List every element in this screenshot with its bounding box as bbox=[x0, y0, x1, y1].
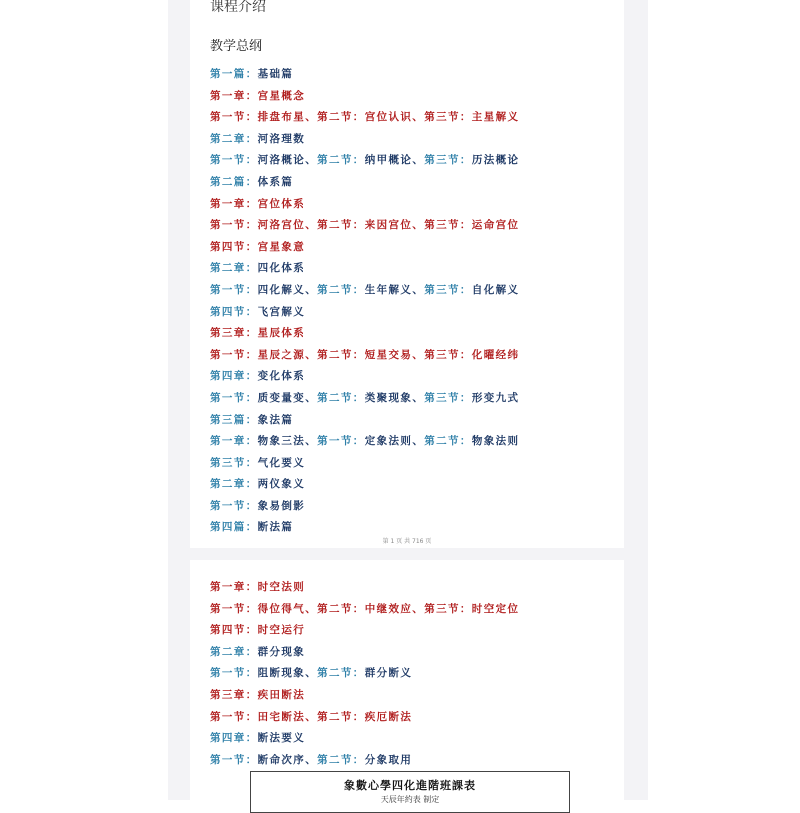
outline-line bbox=[210, 388, 519, 410]
outline-segment: 第一节： bbox=[317, 435, 365, 448]
outline-segment: 河洛概论、 bbox=[257, 154, 318, 167]
outline-segment: 第二节： bbox=[424, 435, 472, 448]
outline-segment: 河洛理数 bbox=[257, 132, 306, 145]
outline-segment: 断法篇 bbox=[257, 521, 294, 534]
outline-line bbox=[210, 728, 519, 750]
outline-segment: 第一节： bbox=[210, 499, 258, 512]
outline-segment: 第三节： bbox=[210, 456, 258, 469]
outline-segment: 第二节： bbox=[317, 391, 365, 404]
outline-line bbox=[210, 750, 519, 772]
schedule-title: 象數心學四化進階班課表 bbox=[344, 779, 476, 792]
outline-segment: 第二节： bbox=[317, 753, 365, 766]
syllabus-heading: 教学总纲 bbox=[210, 39, 263, 54]
outline-segment: 第一节： bbox=[210, 283, 258, 296]
outline-segment: 象易倒影 bbox=[257, 499, 306, 512]
outline-segment: 第二节： bbox=[317, 154, 365, 167]
outline-segment: 物象三法、 bbox=[257, 435, 318, 448]
outline-line bbox=[210, 107, 519, 129]
outline-segment: 变化体系 bbox=[257, 370, 306, 383]
outline-line bbox=[210, 410, 519, 432]
outline-segment: 第四篇： bbox=[210, 521, 258, 534]
course-intro-heading: 课程介绍 bbox=[210, 0, 266, 15]
outline-line bbox=[210, 194, 519, 216]
outline-segment: 第三节： bbox=[424, 154, 472, 167]
syllabus-list bbox=[210, 64, 519, 539]
document-page-1 bbox=[190, 0, 624, 548]
outline-segment: 断法要义 bbox=[257, 732, 306, 745]
outline-line bbox=[210, 280, 519, 302]
outline-segment: 第一节： bbox=[210, 154, 258, 167]
outline-segment: 形变九式 bbox=[471, 391, 520, 404]
outline-line bbox=[210, 663, 519, 685]
schedule-table-header bbox=[250, 771, 570, 813]
outline-segment: 生年解义、 bbox=[364, 283, 425, 296]
outline-segment: 第一章：宫位体系 bbox=[210, 197, 306, 210]
outline-segment: 第二章： bbox=[210, 645, 258, 658]
outline-segment: 质变量变、 bbox=[257, 391, 318, 404]
document-page-2 bbox=[190, 560, 624, 800]
schedule-subtitle: 天辰年約表 制定 bbox=[380, 795, 440, 804]
outline-line bbox=[210, 215, 519, 237]
outline-line bbox=[210, 302, 519, 324]
outline-segment: 四化体系 bbox=[257, 262, 306, 275]
outline-segment: 第一节：得位得气、第二节：中继效应、第三节：时空定位 bbox=[210, 602, 520, 615]
outline-segment: 体系篇 bbox=[257, 175, 294, 188]
outline-segment: 两仪象义 bbox=[257, 478, 306, 491]
outline-line bbox=[210, 474, 519, 496]
outline-line bbox=[210, 86, 519, 108]
outline-line bbox=[210, 599, 519, 621]
outline-line bbox=[210, 237, 519, 259]
outline-segment: 定象法则、 bbox=[364, 435, 425, 448]
outline-segment: 第四章： bbox=[210, 732, 258, 745]
outline-segment: 物象法则 bbox=[471, 435, 520, 448]
outline-segment: 断命次序、 bbox=[257, 753, 318, 766]
outline-segment: 第三篇： bbox=[210, 413, 258, 426]
outline-segment: 第一章： bbox=[210, 435, 258, 448]
outline-line bbox=[210, 431, 519, 453]
outline-segment: 第四节：宫星象意 bbox=[210, 240, 306, 253]
outline-segment: 第一节： bbox=[210, 667, 258, 680]
outline-segment: 第四节：时空运行 bbox=[210, 624, 306, 637]
outline-segment: 第二章： bbox=[210, 262, 258, 275]
outline-segment: 群分断义 bbox=[364, 667, 413, 680]
outline-segment: 第一节： bbox=[210, 391, 258, 404]
outline-segment: 四化解义、 bbox=[257, 283, 318, 296]
outline-segment: 象法篇 bbox=[257, 413, 294, 426]
outline-segment: 飞宫解义 bbox=[257, 305, 306, 318]
outline-line bbox=[210, 64, 519, 86]
outline-line bbox=[210, 366, 519, 388]
outline-segment: 纳甲概论、 bbox=[364, 154, 425, 167]
outline-segment: 第一章：时空法则 bbox=[210, 581, 306, 593]
outline-segment: 第二篇： bbox=[210, 175, 258, 188]
outline-line bbox=[210, 258, 519, 280]
outline-line bbox=[210, 150, 519, 172]
outline-segment: 分象取用 bbox=[364, 753, 413, 766]
outline-segment: 历法概论 bbox=[471, 154, 520, 167]
outline-segment: 第一节： bbox=[210, 753, 258, 766]
outline-line bbox=[210, 323, 519, 345]
outline-segment: 第三节： bbox=[424, 283, 472, 296]
outline-segment: 第一节：田宅断法、第二节：疾厄断法 bbox=[210, 710, 413, 723]
outline-segment: 第一章：宫星概念 bbox=[210, 89, 306, 102]
outline-segment: 阻断现象、 bbox=[257, 667, 318, 680]
outline-line bbox=[210, 496, 519, 518]
outline-line bbox=[210, 453, 519, 475]
outline-segment: 第一节：河洛宫位、第二节：来因宫位、第三节：运命宫位 bbox=[210, 219, 520, 232]
outline-segment: 第三节： bbox=[424, 391, 472, 404]
outline-segment: 基础篇 bbox=[257, 68, 294, 80]
page-number-footer: 第 1 页 共 716 页 bbox=[382, 538, 432, 545]
outline-segment: 第一节：星辰之源、第二节：短星交易、第三节：化曜经纬 bbox=[210, 348, 520, 361]
outline-line bbox=[210, 577, 519, 599]
outline-line bbox=[210, 685, 519, 707]
outline-segment: 气化要义 bbox=[257, 456, 306, 469]
outline-segment: 第三章：星辰体系 bbox=[210, 327, 306, 340]
outline-segment: 第四节： bbox=[210, 305, 258, 318]
outline-line bbox=[210, 707, 519, 729]
syllabus-list-continued bbox=[210, 577, 519, 771]
outline-segment: 第二章： bbox=[210, 132, 258, 145]
outline-line bbox=[210, 620, 519, 642]
outline-line bbox=[210, 129, 519, 151]
outline-segment: 自化解义 bbox=[471, 283, 520, 296]
outline-line bbox=[210, 345, 519, 367]
outline-segment: 第三章：疾田断法 bbox=[210, 688, 306, 701]
outline-segment: 第一节：排盘布星、第二节：宫位认识、第三节：主星解义 bbox=[210, 111, 520, 124]
outline-segment: 第四章： bbox=[210, 370, 258, 383]
outline-segment: 第二节： bbox=[317, 283, 365, 296]
outline-segment: 类聚现象、 bbox=[364, 391, 425, 404]
outline-segment: 第二节： bbox=[317, 667, 365, 680]
outline-segment: 群分现象 bbox=[257, 645, 306, 658]
outline-line bbox=[210, 642, 519, 664]
outline-segment: 第二章： bbox=[210, 478, 258, 491]
outline-segment: 第一篇： bbox=[210, 68, 258, 80]
outline-line bbox=[210, 172, 519, 194]
